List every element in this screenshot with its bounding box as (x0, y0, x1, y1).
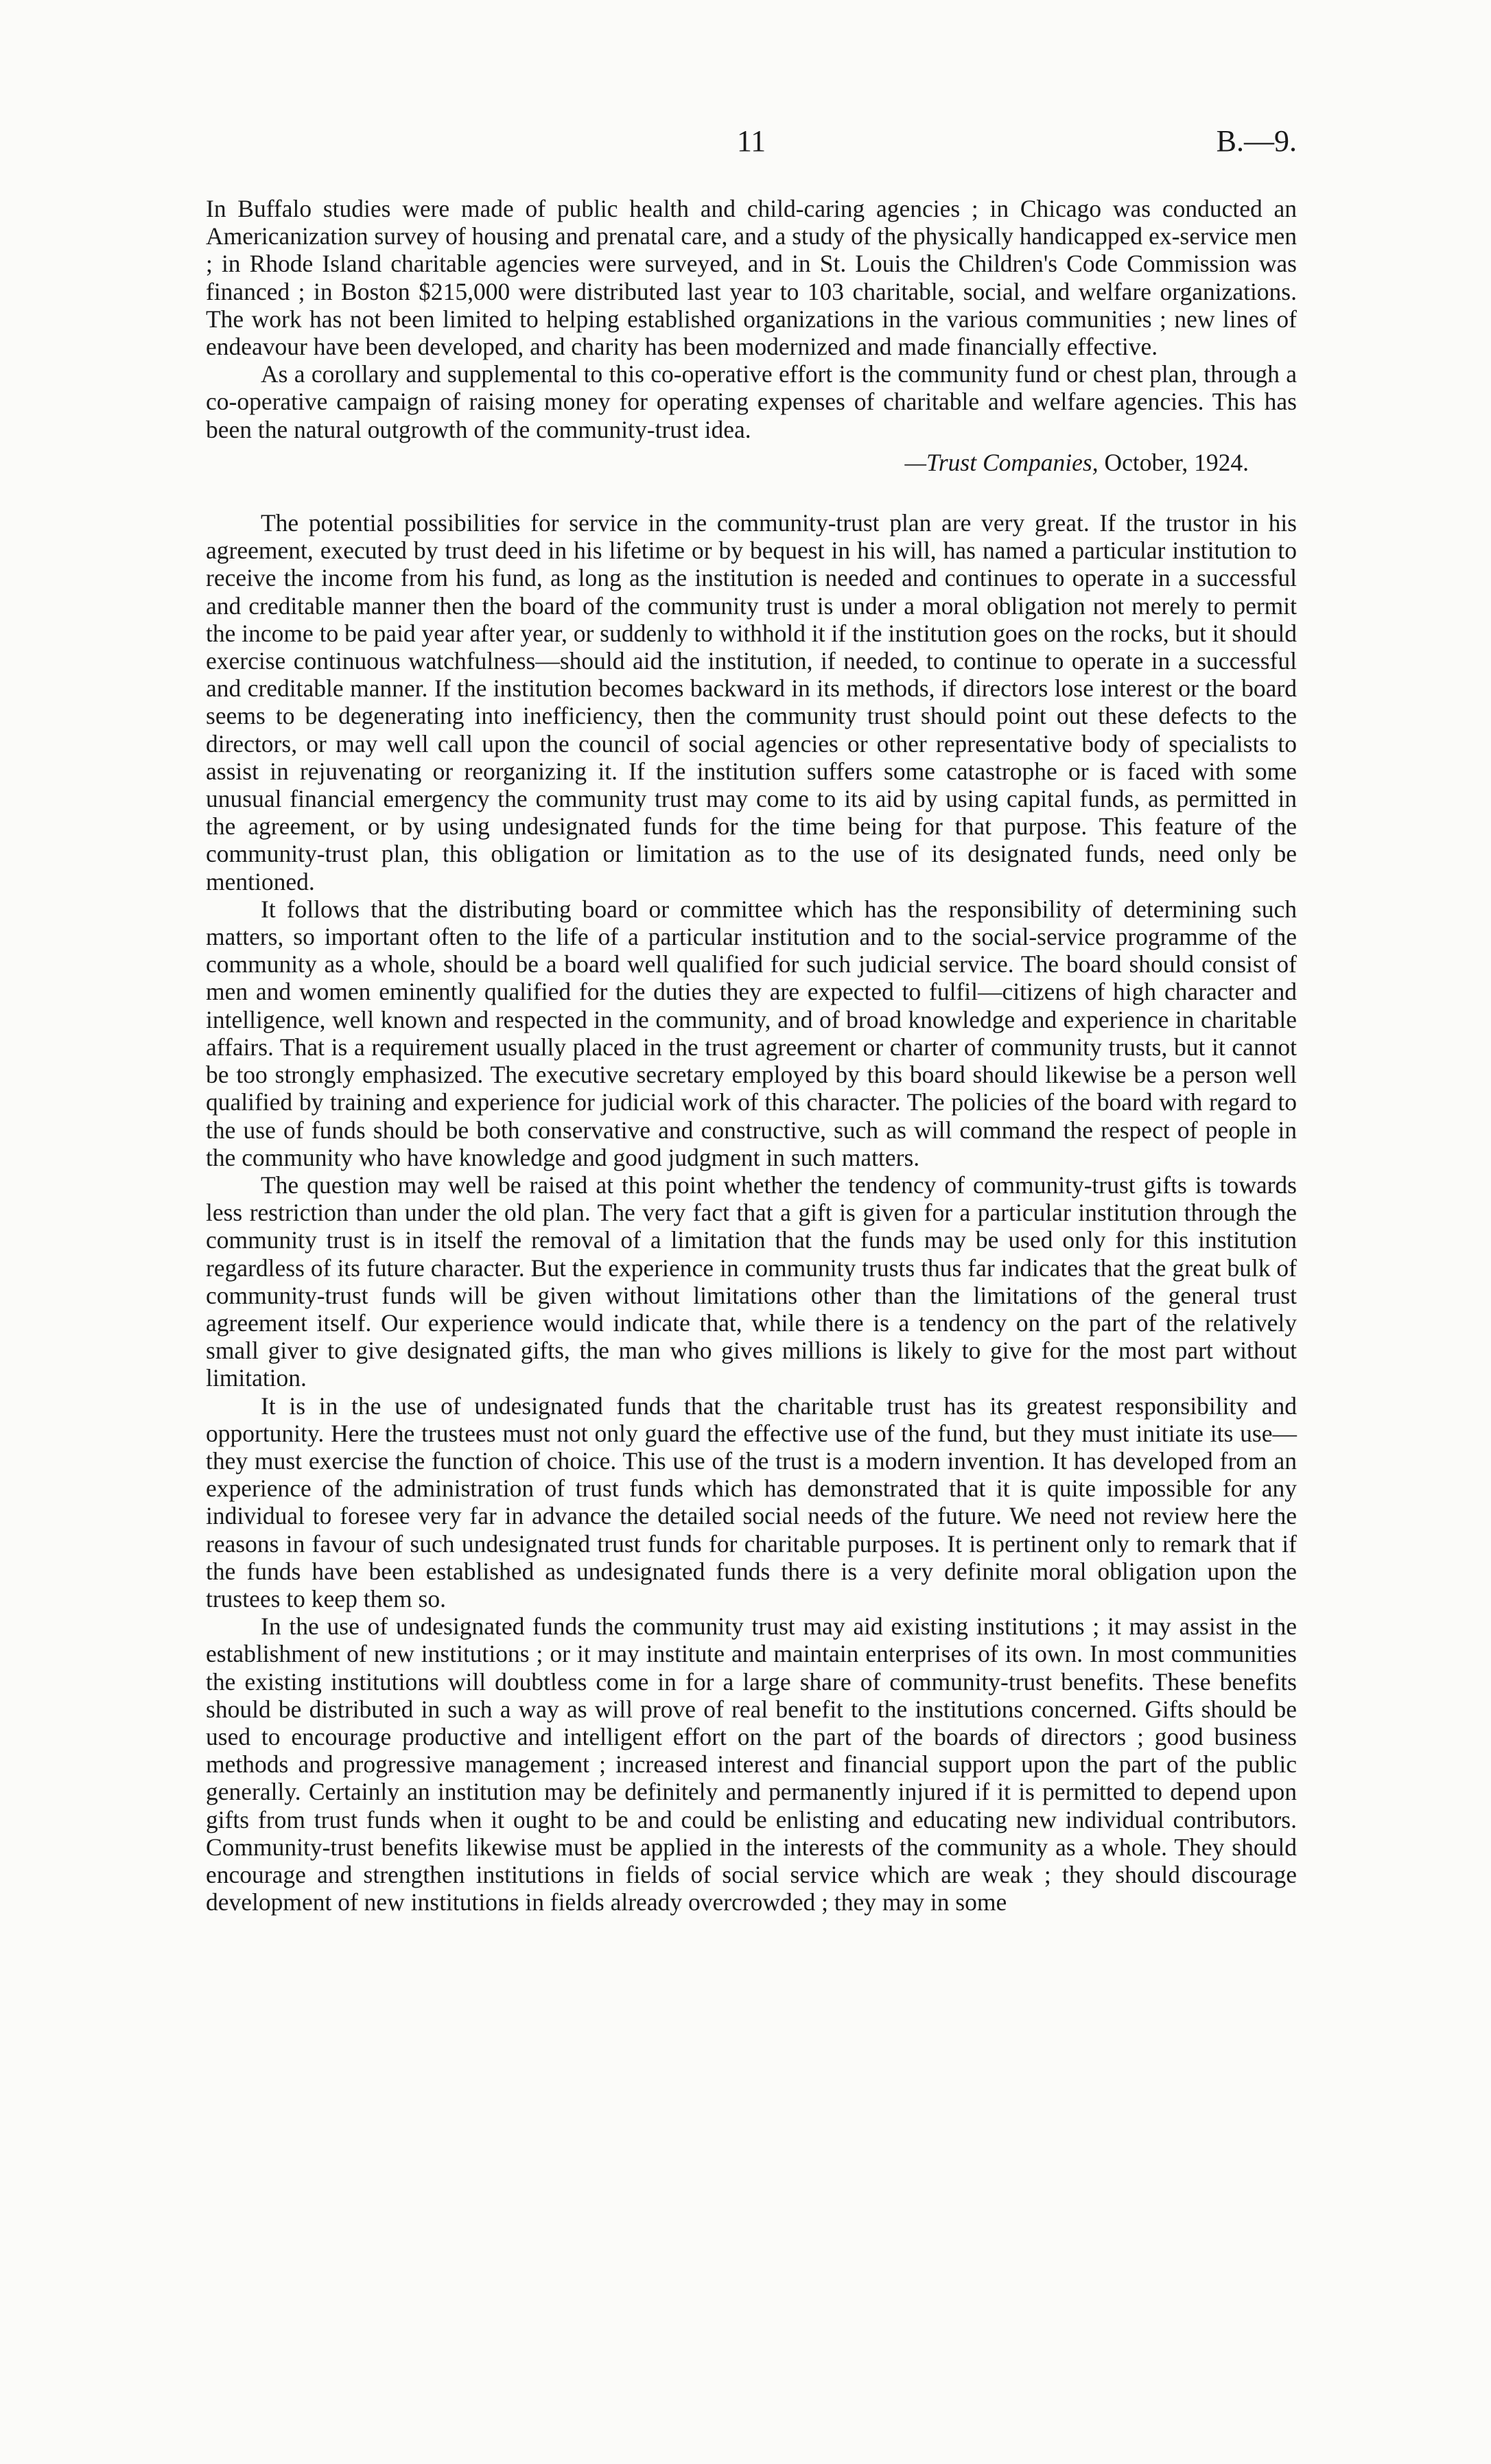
quoted-passage (206, 195, 1297, 476)
page-number: 11 (736, 124, 766, 158)
body-paragraph: In the use of undesignated funds the community trust may aid existing institutions ; it may assist in the establishment of new institutions ; or it may institute and maintain enterprises of its own. In most communities the existing institutions will doubtless come in for a large share of community-trust benefits. These benefits should be distributed in such a way as will prove of real benefit to the institutions concerned. Gifts should be used to encourage productive and intelligent effort on the part of the boards of directors ; good business methods and progressive management ; increased interest and financial support upon the part of the public generally. Certainly an institution may be definitely and permanently injured if it is permitted to depend upon gifts from trust funds when it ought to be and could be enlisting and educating new individual contributors. Community-trust benefits likewise must be applied in the interests of the community as a whole. They should encourage and strengthen institutions in fields of social service which are weak ; they should discourage development of new institutions in fields already overcrowded ; they may in some (206, 1612, 1297, 1916)
section-gap (206, 476, 1297, 509)
citation-source: —Trust Companies, (904, 448, 1099, 476)
quote-paragraph: As a corollary and supplemental to this co-operative effort is the community fund or chest plan, through a co-operative campaign of raising money for operating expenses of charitable and welfare agencies. This has been the natural outgrowth of the community-trust idea. (206, 360, 1297, 443)
body-paragraph: It is in the use of undesignated funds that the charitable trust has its greatest responsibility and opportunity. Here the trustees must not only guard the effective use of the fund, but they must initiate its use—they must exercise the function of choice. This use of the trust is a modern invention. It has developed from an experience of the administration of trust funds which has demonstrated that it is quite impossible for any individual to foresee very far in advance the detailed social needs of the future. We need not review here the reasons in favour of such undesignated trust funds for charitable purposes. It is pertinent only to remark that if the funds have been established as undesignated funds there is a very definite moral obligation upon the trustees to keep them so. (206, 1392, 1297, 1612)
page-header (206, 124, 1297, 178)
body-paragraph: The question may well be raised at this point whether the tendency of community-trust gifts is towards less restriction than under the old plan. The very fact that a gift is given for a particular institution through the community trust is in itself the removal of a limitation that the funds may be used only for this institution regardless of its future character. But the experience in community trusts thus far indicates that the great bulk of community-trust funds will be given without limitations other than the limitations of the general trust agreement itself. Our experience would indicate that, while there is a tendency on the part of the relatively small giver to give designated gifts, the man who gives millions is likely to give for the most part without limitation. (206, 1171, 1297, 1392)
document-reference: B.—9. (1216, 124, 1297, 158)
quote-paragraph: In Buffalo studies were made of public health and child-caring agencies ; in Chicago was conducted an Americanization survey of housing and prenatal care, and a study of the physically handicapped ex-service men ; in Rhode Island charitable agencies were surveyed, and in St. Louis the Children's Code Commission was financed ; in Boston $215,000 were distributed last year to 103 charitable, social, and welfare organizations. The work has not been limited to helping established organizations in the various communities ; new lines of endeavour have been developed, and charity has been modernized and made financially effective. (206, 195, 1297, 361)
citation-date: October, 1924. (1104, 448, 1249, 476)
main-text (206, 509, 1297, 1916)
citation (206, 449, 1297, 476)
body-paragraph: The potential possibilities for service in the community-trust plan are very great. If the trustor in his agreement, executed by trust deed in his lifetime or by bequest in his will, has named a particular institution to receive the income from his fund, as long as the institution is needed and continues to operate in a successful and creditable manner then the board of the community trust is under a moral obligation not merely to permit the income to be paid year after year, or suddenly to withhold it if the institution goes on the rocks, but it should exercise continuous watchfulness—should aid the institution, if needed, to continue to operate in a successful and creditable manner. If the institution becomes backward in its methods, if directors lose interest or the board seems to be degenerating into inefficiency, then the community trust should point out these defects to the directors, or may well call upon the council of social agencies or other representative body of specialists to assist in rejuvenating or reorganizing it. If the institution suffers some catastrophe or is faced with some unusual financial emergency the community trust may come to its aid by using capital funds, as permitted in the agreement, or by using undesignated funds for the time being for that purpose. This feature of the community-trust plan, this obligation or limitation as to the use of its designated funds, need only be mentioned. (206, 509, 1297, 895)
body-paragraph: It follows that the distributing board or committee which has the responsibility of determining such matters, so important often to the life of a particular institution and to the social-service programme of the community as a whole, should be a board well qualified for such judicial service. The board should consist of men and women eminently qualified for the duties they are expected to fulfil—citizens of high character and intelligence, well known and respected in the community, and of broad knowledge and experience in charitable affairs. That is a requirement usually placed in the trust agreement or charter of community trusts, but it cannot be too strongly emphasized. The executive secretary employed by this board should likewise be a person well qualified by training and experience for judicial work of this character. The policies of the board with regard to the use of funds should be both conservative and constructive, such as will command the respect of people in the community who have knowledge and good judgment in such matters. (206, 895, 1297, 1171)
document-page (206, 124, 1297, 1916)
